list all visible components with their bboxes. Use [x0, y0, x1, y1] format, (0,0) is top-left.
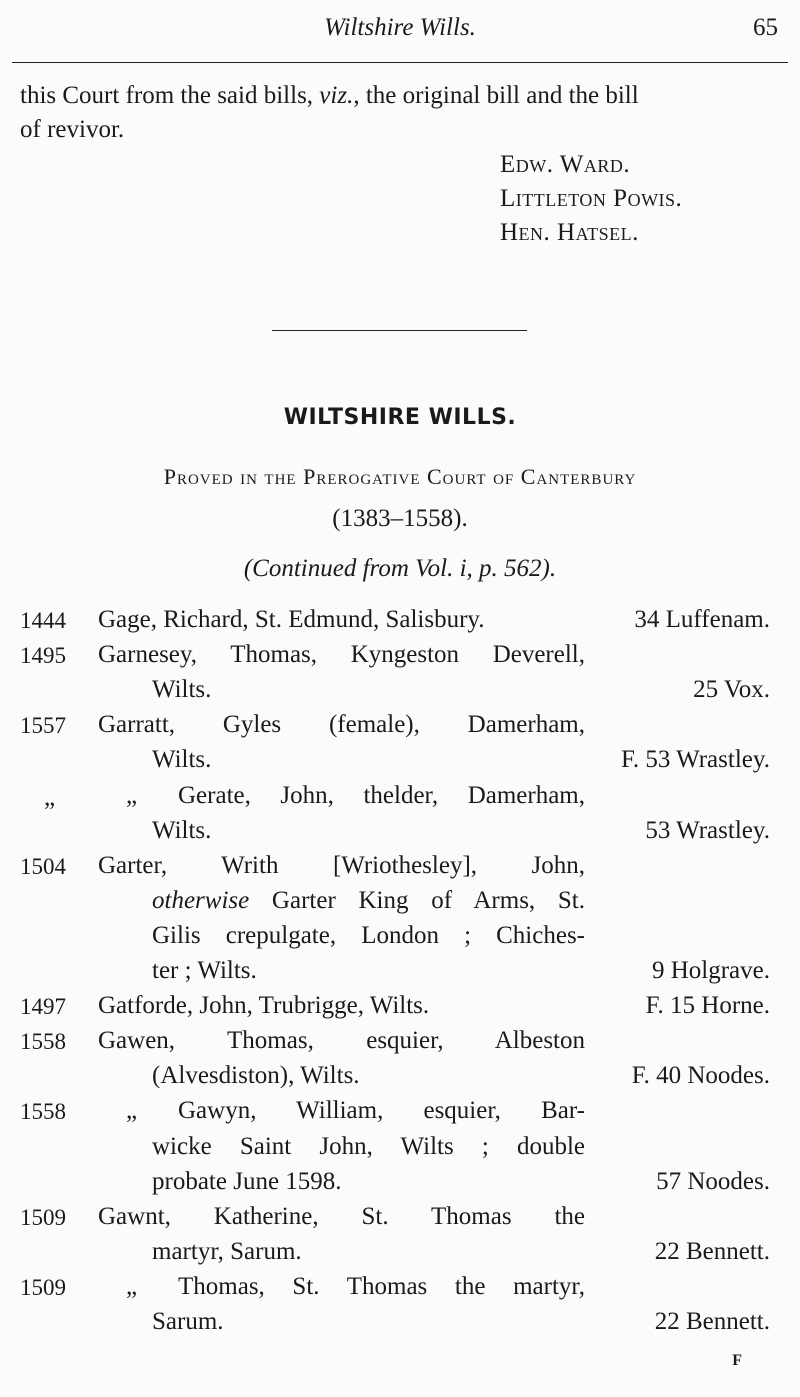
prose-line: of revivor. [20, 116, 125, 143]
entry-text: Gawen, Thomas, esquier, Albeston [98, 1027, 585, 1055]
entry-text: Gerate, John, thelder, Damerham, [178, 781, 585, 809]
entry-year: 1497 [20, 994, 66, 1020]
prose-line: this Court from the said bills, viz., the original bill and the bill [20, 82, 639, 109]
entry-year: 1509 [20, 1274, 66, 1300]
entry-line [0, 1133, 800, 1168]
continuation-note: (Continued from Vol. i, p. 562). [243, 555, 557, 582]
entry-text: ter ; Wilts. [152, 957, 257, 984]
entry-year: 1557 [20, 713, 66, 739]
entry-line [0, 1027, 800, 1062]
ditto-mark: „ [126, 1272, 138, 1300]
section-subheading: Proved in the Prerogative Court of Canterbury [163, 464, 637, 489]
entry-line [0, 641, 800, 676]
entry-line [0, 782, 800, 817]
entry-text: Sarum. [152, 1308, 224, 1335]
entry-line [0, 1203, 800, 1238]
entry-year: 1558 [20, 1099, 66, 1125]
running-title: Wiltshire Wills. [324, 14, 476, 41]
entry-text-italic: otherwise [152, 886, 250, 914]
entry-text: martyr, Sarum. [152, 1237, 302, 1265]
section-heading: WILTSHIRE WILLS. [283, 405, 517, 430]
entry-year: 1444 [20, 608, 66, 633]
entry-line [0, 1062, 800, 1097]
entry-text [152, 887, 585, 915]
register-reference: 22 Bennett. [654, 1237, 770, 1265]
entry-line [0, 992, 800, 1027]
entry-line [0, 606, 800, 641]
entry-line [0, 1308, 800, 1343]
entry-text: Thomas, St. Thomas the martyr, [178, 1272, 585, 1300]
entry-text: Garter, Writh [Wriothesley], John, [98, 851, 585, 879]
header-rule [12, 62, 788, 63]
register-reference: F. 15 Horne. [645, 992, 770, 1020]
entry-text: Wilts. [152, 816, 212, 844]
register-reference: 22 Bennett. [654, 1308, 770, 1335]
entry-line [0, 817, 800, 852]
register-reference: 53 Wrastley. [645, 816, 770, 844]
entry-text: Garratt, Gyles (female), Damerham, [98, 711, 585, 739]
entry-text-rest: Garter King of Arms, St. [249, 886, 585, 914]
ditto-mark: „ [44, 783, 56, 811]
entry-text: Gawyn, William, esquier, Bar- [178, 1097, 585, 1125]
entry-text: Wilts. [152, 746, 212, 774]
entry-text: Gawnt, Katherine, St. Thomas the [98, 1202, 585, 1230]
entry-line [0, 957, 800, 992]
entry-text: wicke Saint John, Wilts ; double [152, 1132, 585, 1160]
ditto-mark: „ [126, 1097, 138, 1125]
date-range: (1383–1558). [332, 505, 468, 532]
entry-year: 1558 [20, 1029, 66, 1055]
register-reference: 34 Luffenam. [634, 606, 770, 633]
entry-text: (Alvesdiston), Wilts. [152, 1062, 360, 1090]
prose-italic: viz. [319, 82, 354, 109]
entry-text: Garnesey, Thomas, Kyngeston Deverell, [98, 641, 585, 669]
entry-line [0, 887, 800, 922]
entry-line [0, 746, 800, 781]
signatory: Littleton Powis. [500, 185, 683, 212]
entry-line [0, 1168, 800, 1203]
entry-text: Wilts. [152, 676, 212, 704]
entry-line [0, 676, 800, 711]
entry-text: probate June 1598. [152, 1167, 342, 1195]
entry-year: 1509 [20, 1204, 66, 1230]
signatory: Edw. Ward. [500, 151, 631, 178]
entry-text: Gage, Richard, St. Edmund, Salisbury. [98, 606, 485, 633]
ditto-mark: „ [126, 781, 138, 809]
signatory: Hen. Hatsel. [500, 219, 639, 246]
entry-line [0, 852, 800, 887]
entry-line [0, 1273, 800, 1308]
entry-line [0, 1238, 800, 1273]
page-number: 65 [753, 14, 778, 41]
entry-line [0, 711, 800, 746]
signature-mark: F [732, 1352, 742, 1369]
section-rule [272, 330, 527, 331]
entry-text: Gilis crepulgate, London ; Chiches- [152, 921, 585, 949]
entry-year: 1504 [20, 853, 66, 879]
entry-line [0, 922, 800, 957]
register-reference: 9 Holgrave. [651, 957, 770, 984]
register-reference: 25 Vox. [693, 676, 770, 704]
entry-text: Gatforde, John, Trubrigge, Wilts. [98, 992, 430, 1020]
register-reference: F. 53 Wrastley. [620, 746, 770, 774]
entry-line [0, 1097, 800, 1132]
register-reference: F. 40 Noodes. [631, 1062, 770, 1090]
register-reference: 57 Noodes. [656, 1167, 770, 1195]
entry-year: 1495 [20, 643, 66, 669]
